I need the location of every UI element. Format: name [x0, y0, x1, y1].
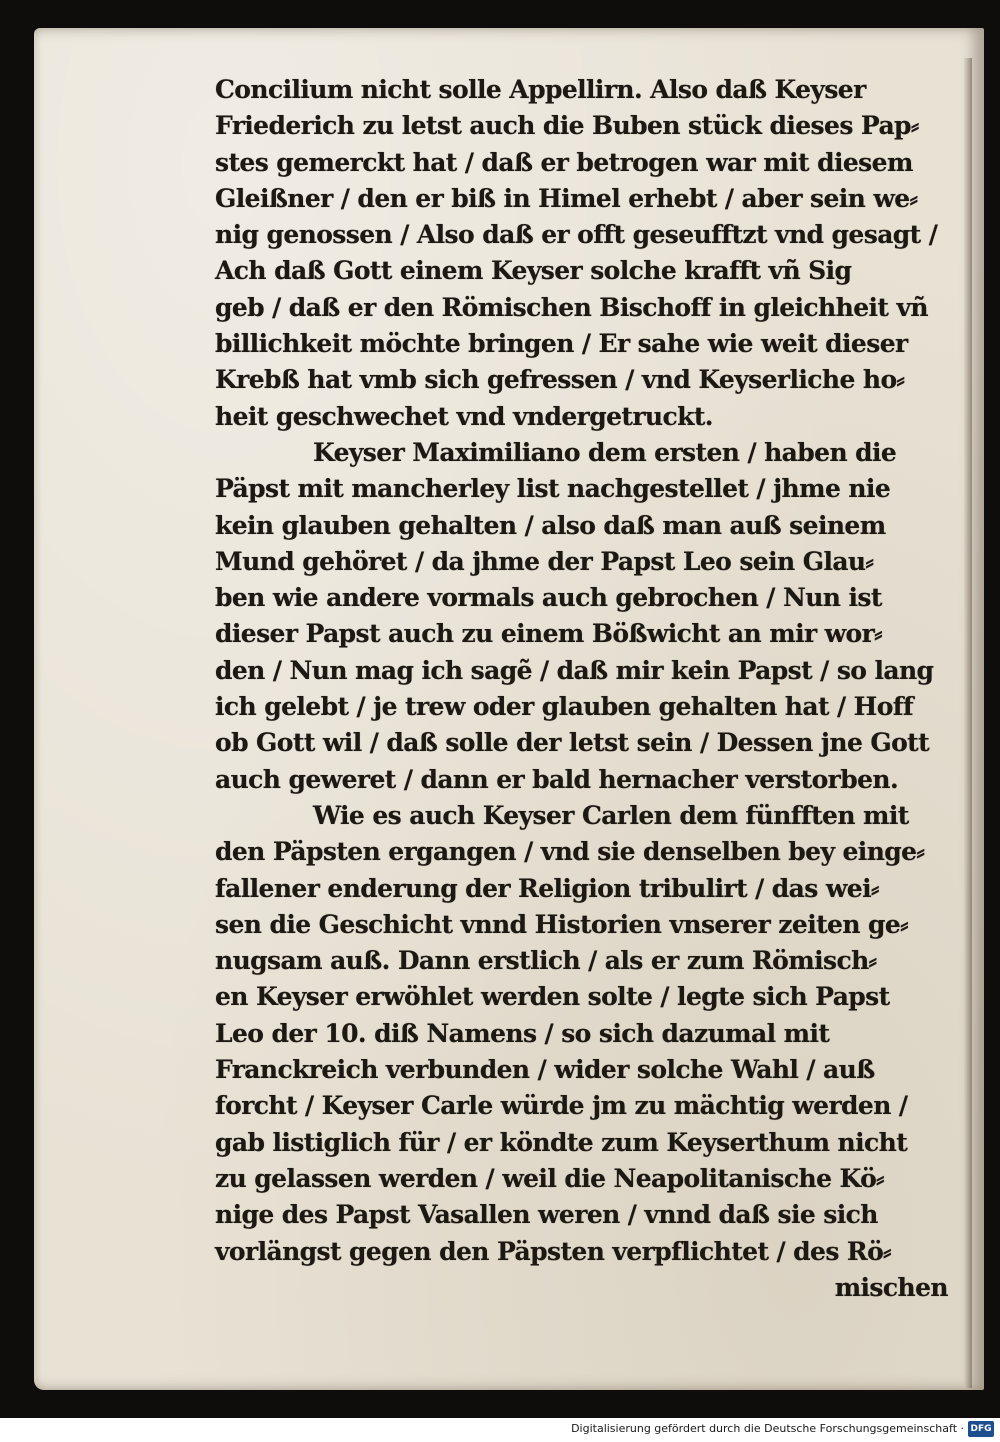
text-line: Concilium nicht solle Appellirn. Also daß Keyser	[215, 75, 866, 104]
text-line: stes gemerckt hat / daß er betrogen war mit diesem	[215, 147, 913, 177]
text-line: Ach daß Gott einem Keyser solche krafft vñ Sig	[215, 256, 852, 286]
text-line: en Keyser erwöhlet werden solte / legte sich Papst	[215, 982, 890, 1012]
text-line: Gleißner / den er biß in Himel erhebt / aber sein we⸗	[215, 183, 918, 213]
paragraph-start-line: Wie es auch Keyser Carlen dem fünfften mit	[313, 800, 909, 830]
text-line: Franckreich verbunden / wider solche Wahl / auß	[215, 1055, 875, 1085]
paragraph-start-line: Keyser Maximiliano dem ersten / haben die	[313, 437, 897, 467]
text-line: vorlängst gegen den Päpsten verpflichtet / des Rö⸗	[215, 1236, 891, 1266]
text-line: kein glauben gehalten / also daß man auß seinem	[215, 510, 886, 540]
text-line: Krebß hat vmb sich gefressen / vnd Keyserliche ho⸗	[215, 365, 905, 395]
text-line: dieser Papst auch zu einem Bößwicht an mir wor⸗	[215, 619, 882, 649]
text-line: sen die Geschicht vnnd Historien vnserer zeiten ge⸗	[215, 909, 908, 939]
text-line: Friederich zu letst auch die Buben stück dieses Pap⸗	[215, 111, 919, 141]
text-line: nugsam auß. Dann erstlich / als er zum Römisch⸗	[215, 946, 877, 976]
page-text-block	[215, 72, 970, 1306]
funding-notice: Digitalisierung gefördert durch die Deutsche Forschungsgemeinschaft ·	[571, 1422, 964, 1435]
text-line: forcht / Keyser Carle würde jm zu mächtig werden /	[215, 1091, 908, 1121]
text-line: Mund gehöret / da jhme der Papst Leo sein Glau⸗	[215, 546, 874, 576]
text-line: auch geweret / dann er bald hernacher verstorben.	[215, 764, 899, 794]
text-line: zu gelassen werden / weil die Neapolitanische Kö⸗	[215, 1163, 884, 1193]
text-line: nige des Papst Vasallen weren / vnnd daß sie sich	[215, 1200, 878, 1230]
text-line: ob Gott wil / daß solle der letst sein / Dessen jne Gott	[215, 728, 930, 758]
text-line: fallener enderung der Religion tribulirt / das wei⸗	[215, 873, 879, 903]
text-line: den Päpsten ergangen / vnd sie denselben bey einge⸗	[215, 837, 925, 867]
dfg-logo-icon: DFG	[968, 1421, 994, 1437]
text-line: nig genossen / Also daß er offt geseufftzt vnd gesagt /	[215, 220, 938, 250]
text-line: geb / daß er den Römischen Bischoff in gleichheit vñ	[215, 292, 928, 322]
text-line: Leo der 10. diß Namens / so sich dazumal mit	[215, 1018, 830, 1048]
text-line: billichkeit möchte bringen / Er sahe wie weit dieser	[215, 329, 908, 359]
text-line: Päpst mit mancherley list nachgestellet / jhme nie	[215, 474, 891, 504]
catchword: mischen	[834, 1272, 948, 1302]
digitization-footer	[0, 1418, 1000, 1442]
text-line: ben wie andere vormals auch gebrochen / Nun ist	[215, 583, 882, 613]
text-line: ich gelebt / je trew oder glauben gehalten hat / Hoff	[215, 692, 914, 722]
text-line: gab listiglich für / er köndte zum Keyserthum nicht	[215, 1127, 908, 1157]
text-line: den / Nun mag ich sagẽ / daß mir kein Papst / so lang	[215, 655, 934, 685]
text-line: heit geschwechet vnd vndergetruckt.	[215, 401, 713, 431]
